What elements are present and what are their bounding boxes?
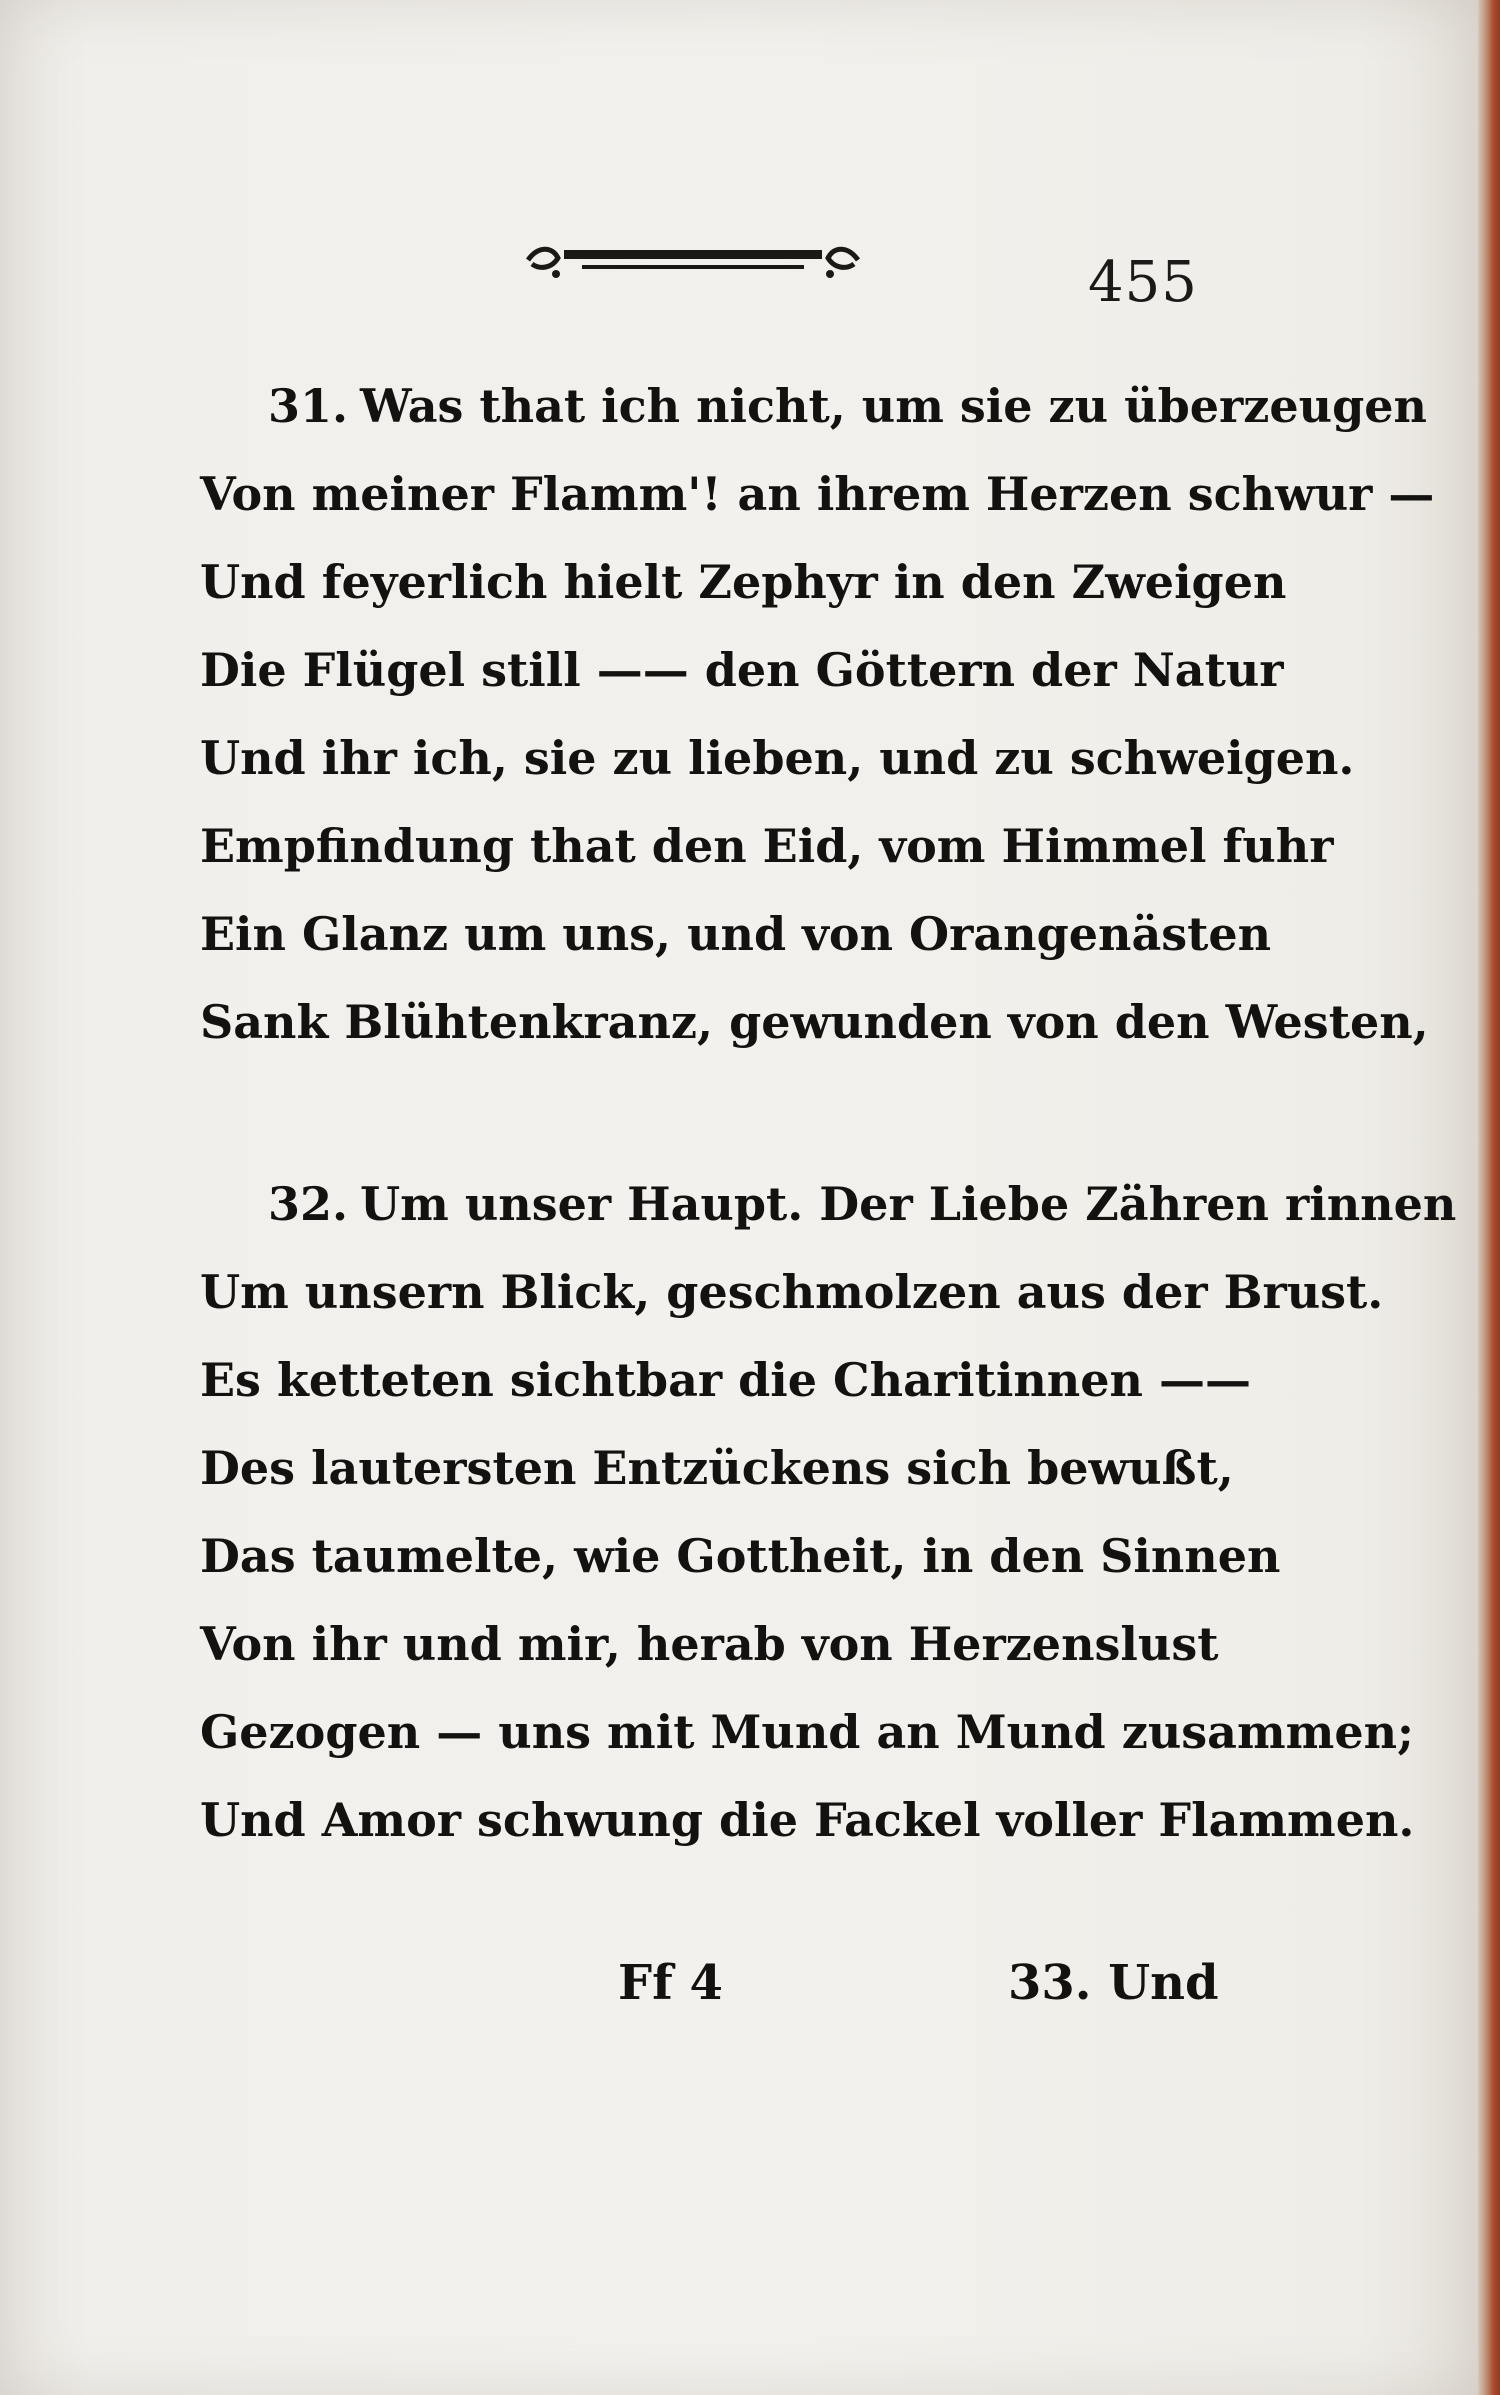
- stanza-32: [200, 1160, 1457, 1864]
- verse-line: Es ketteten sichtbar die Charitinnen ——: [200, 1353, 1251, 1407]
- verse-line: Gezogen — uns mit Mund an Mund zusammen;: [200, 1705, 1415, 1759]
- verse-line: Das taumelte, wie Gottheit, in den Sinnen: [200, 1529, 1281, 1583]
- verse-line: Und ihr ich, sie zu lieben, und zu schweigen.: [200, 731, 1355, 785]
- verse-line: Und feyerlich hielt Zephyr in den Zweigen: [200, 555, 1287, 609]
- headpiece-ornament-icon: [518, 238, 868, 284]
- stanza-number: 32.: [268, 1177, 349, 1231]
- verse-line: 32. Um unser Haupt. Der Liebe Zähren rinnen: [268, 1177, 1457, 1231]
- verse-line: Von meiner Flamm'! an ihrem Herzen schwur —: [200, 467, 1435, 521]
- verse-line: Und Amor schwung die Fackel voller Flammen.: [200, 1793, 1415, 1847]
- verse-line: Ein Glanz um uns, und von Orangenästen: [200, 907, 1272, 961]
- stanza-number: 31.: [268, 379, 349, 433]
- page-number: 455: [1088, 250, 1198, 315]
- stanza-31: [200, 362, 1435, 1066]
- verse-line: 31. Was that ich nicht, um sie zu überzeugen: [268, 379, 1427, 433]
- verse-line: Die Flügel still —— den Göttern der Natur: [200, 643, 1284, 697]
- verse-line: Sank Blühtenkranz, gewunden von den Westen,: [200, 995, 1429, 1049]
- verse-line: Des lautersten Entzückens sich bewußt,: [200, 1441, 1234, 1495]
- book-edge: [1478, 0, 1500, 2395]
- signature-mark: Ff 4: [618, 1955, 723, 2011]
- verse-line: Von ihr und mir, herab von Herzenslust: [200, 1617, 1219, 1671]
- catchword: 33. Und: [1008, 1955, 1219, 2011]
- verse-line: Empfindung that den Eid, vom Himmel fuhr: [200, 819, 1334, 873]
- verse-line: Um unsern Blick, geschmolzen aus der Brust.: [200, 1265, 1384, 1319]
